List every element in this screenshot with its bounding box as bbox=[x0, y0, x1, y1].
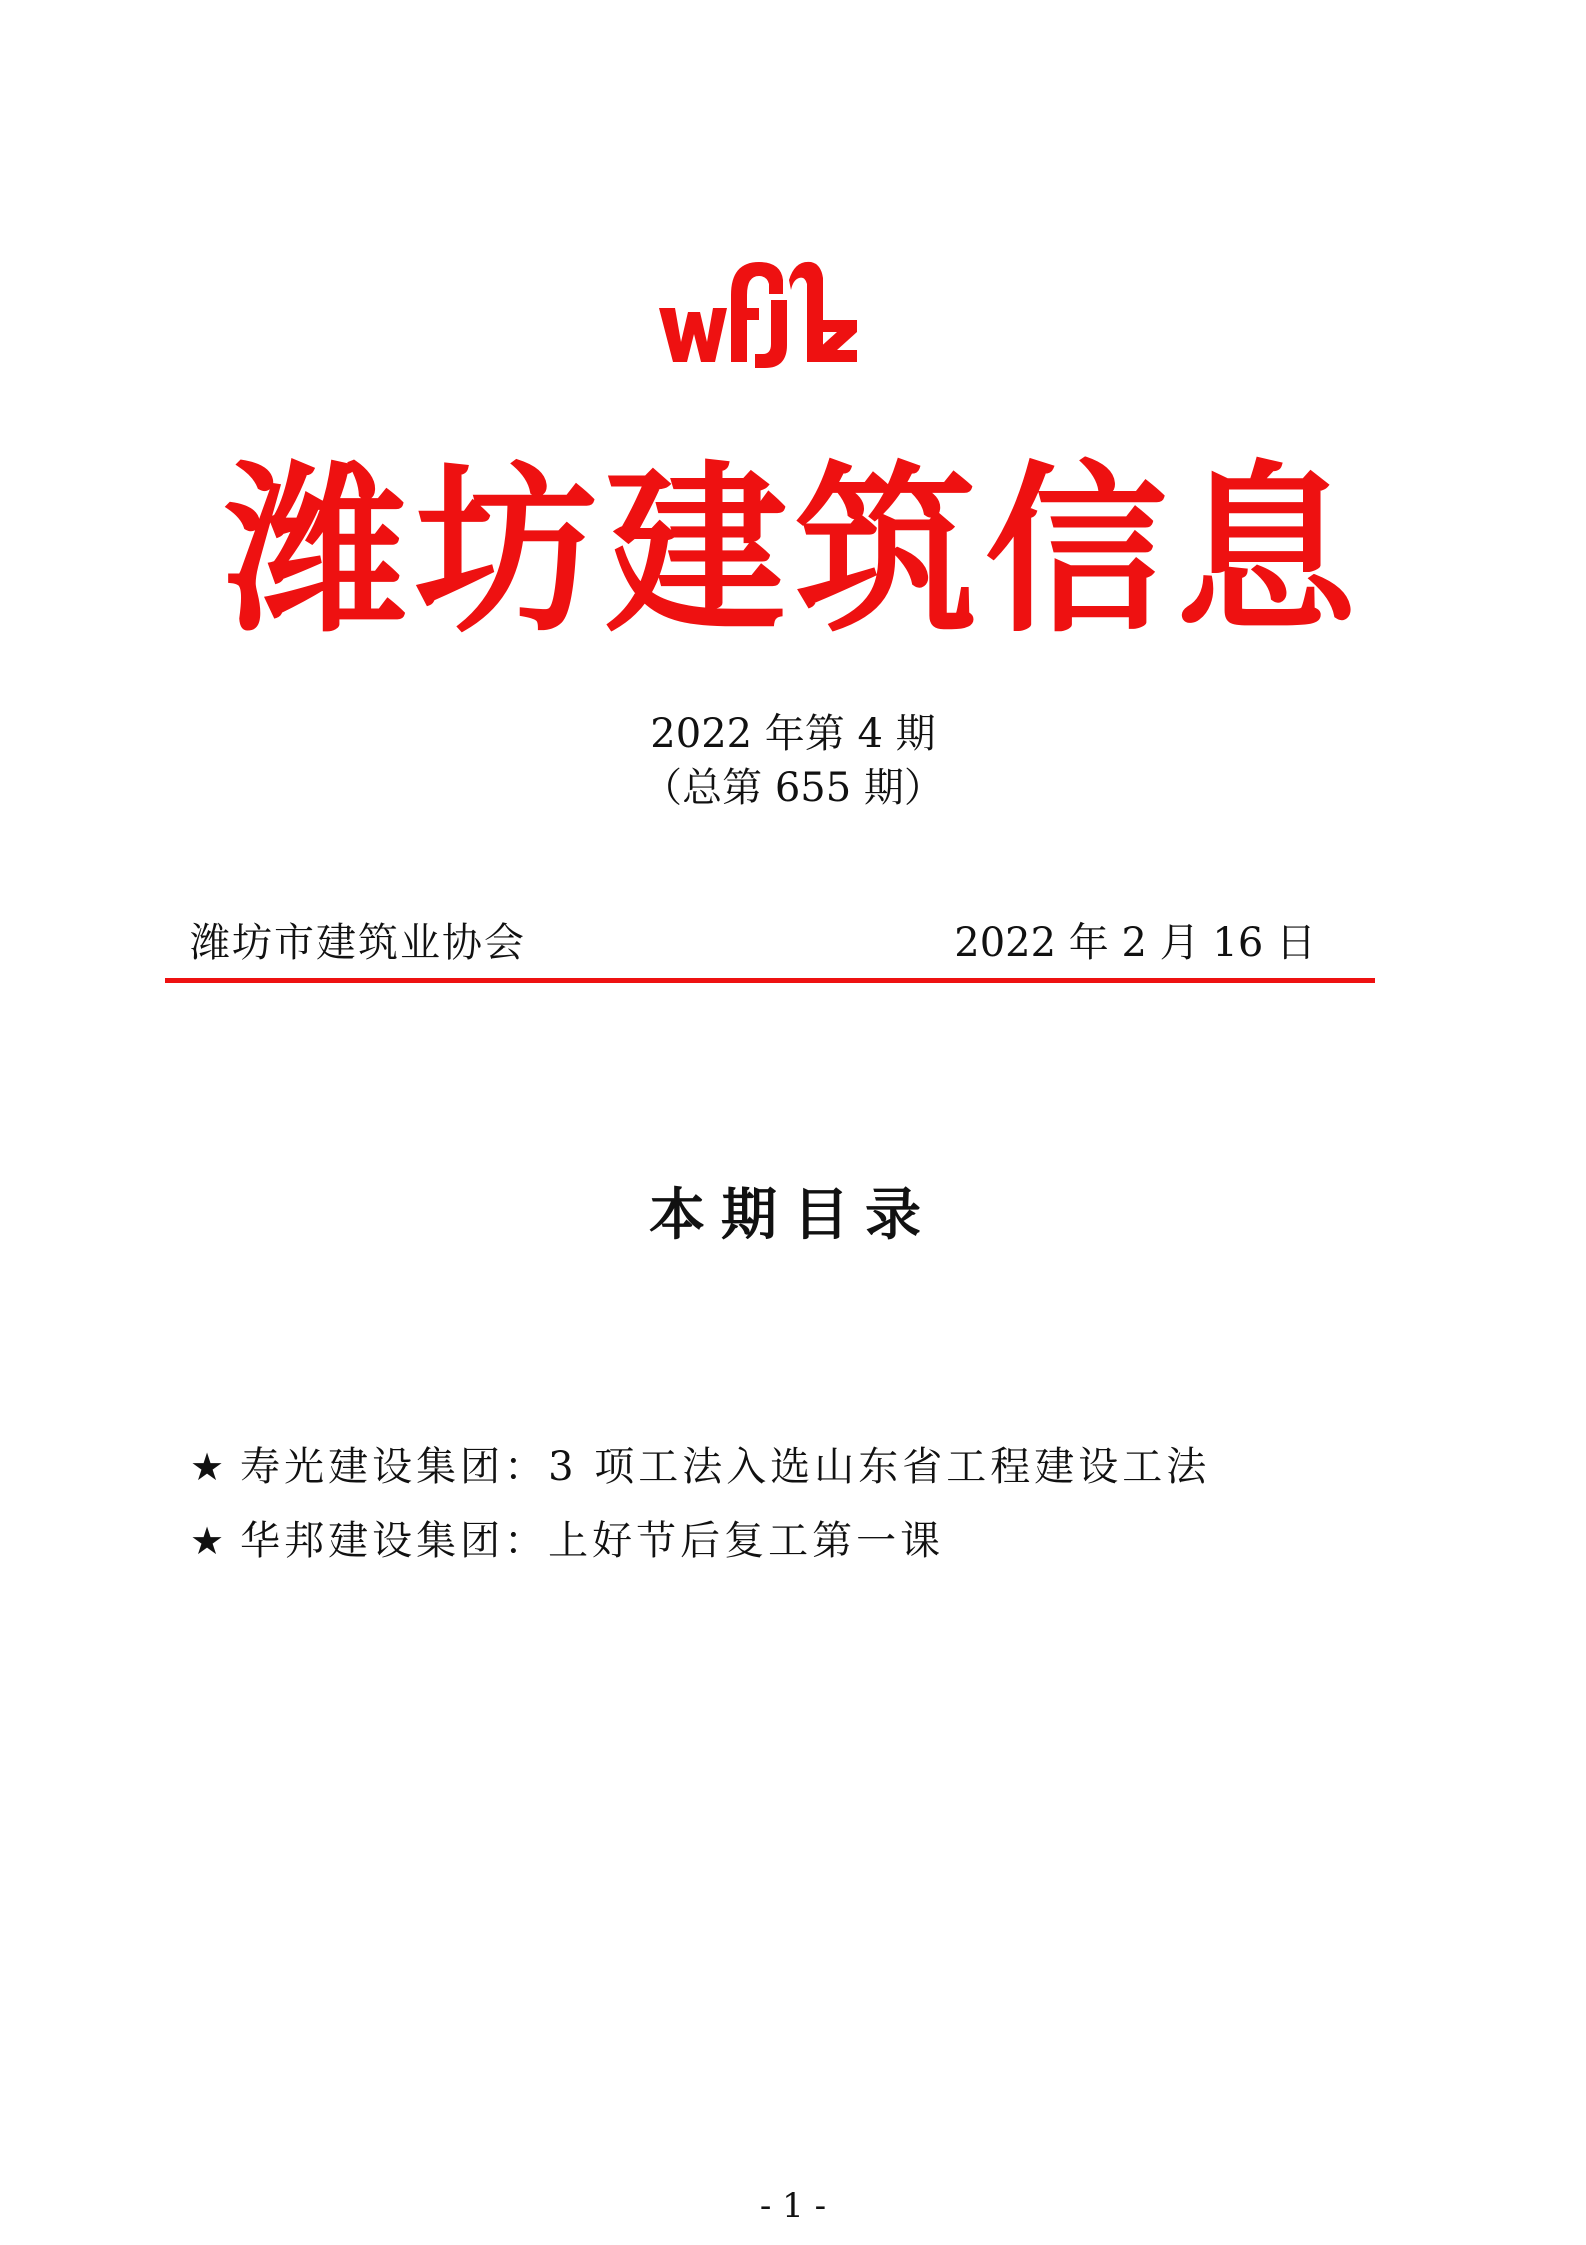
toc-item-text: 华邦建设集团：上好节后复工第一课 bbox=[240, 1518, 945, 1564]
toc-list bbox=[190, 1430, 1210, 1578]
cumulative-issue-number: （总第 655 期） bbox=[642, 765, 944, 811]
star-bullet-icon: ★ bbox=[190, 1445, 229, 1489]
issue-number: 2022 年第 4 期 bbox=[650, 711, 936, 757]
masthead-title: 潍坊建筑信息 bbox=[225, 443, 1365, 657]
star-bullet-icon: ★ bbox=[190, 1519, 229, 1563]
toc-title: 本期目录 bbox=[649, 1182, 937, 1248]
toc-item-text: 寿光建设集团：3 项工法入选山东省工程建设工法 bbox=[240, 1444, 1211, 1490]
publisher-organization: 潍坊市建筑业协会 bbox=[190, 920, 526, 966]
red-divider-rule bbox=[165, 978, 1375, 983]
page-number: - 1 - bbox=[759, 2186, 827, 2226]
toc-item bbox=[190, 1430, 1210, 1504]
wfjz-logo bbox=[655, 250, 860, 375]
toc-item bbox=[190, 1504, 1210, 1578]
publication-date: 2022 年 2 月 16 日 bbox=[954, 920, 1316, 966]
